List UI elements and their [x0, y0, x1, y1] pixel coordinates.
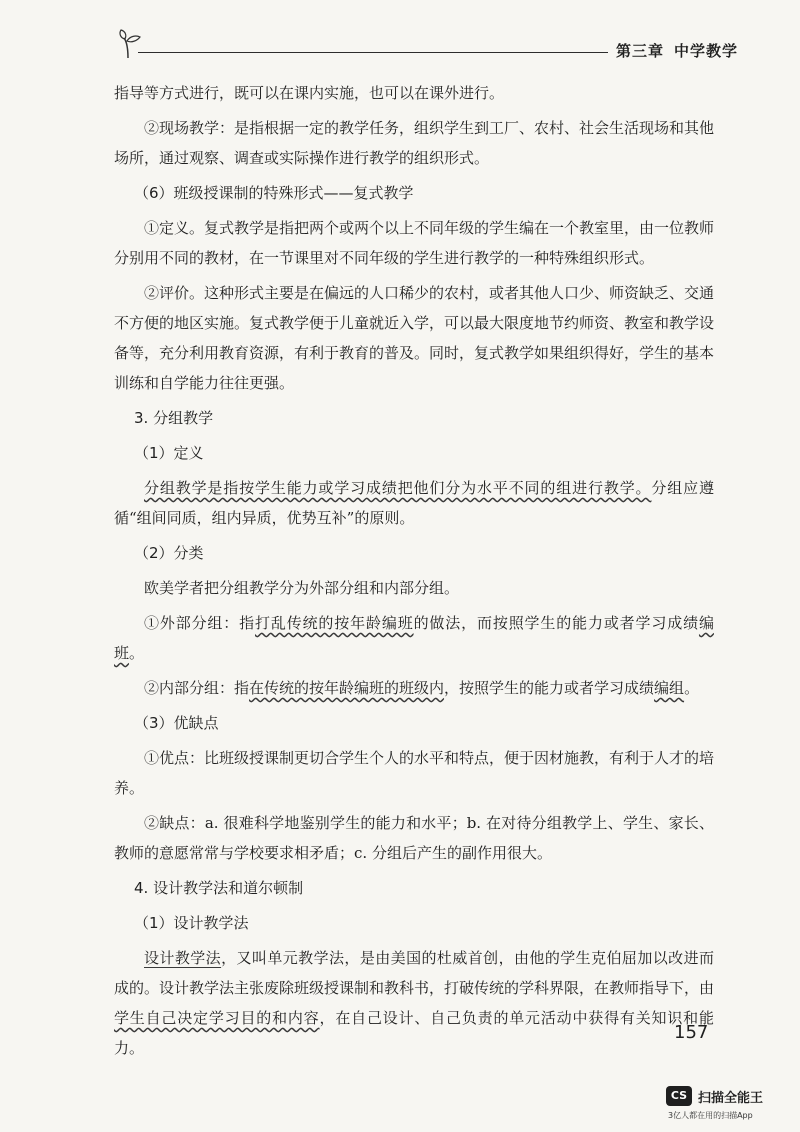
paragraph: [114, 473, 714, 533]
text-run: ，在自己设计、自己负责的单元活动中获得有关知识和能力。: [114, 1009, 714, 1057]
text-run: 分组应遵循“组间同质，组内异质，优势互补”的原则。: [114, 479, 714, 527]
text-run: ，又叫单元教学法，是由美国的杜威首创，由他的学生克伯屈加以改进而成的。设计教学法主张废除班级授课制和教科书，打破传统的学科界限，在教师指导下，由: [114, 949, 715, 997]
text-run: ，按照学生的能力或者学习成绩: [444, 679, 655, 697]
header-rule: [138, 52, 608, 53]
chapter-name: 中学教学: [674, 42, 739, 60]
section-heading: （6）班级授课制的特殊形式——复式教学: [134, 184, 414, 202]
paragraph: [114, 608, 714, 668]
key-phrase: 学生自己决定学习目的和内容: [114, 1009, 320, 1027]
section-heading: （1）设计教学法: [134, 914, 249, 932]
page-number: 157: [674, 1022, 709, 1043]
section-heading: 3. 分组教学: [134, 409, 214, 427]
section-heading: （2）分类: [134, 544, 204, 562]
paragraph: [114, 943, 714, 1063]
sprout-icon: [118, 28, 144, 60]
text-run: 。: [684, 679, 700, 697]
paragraph: ①优点：比班级授课制更切合学生个人的水平和特点，便于因材施教，有利于人才的培养。: [114, 749, 715, 797]
text-run: ②内部分组：指: [144, 679, 250, 697]
section-heading: （3）优缺点: [134, 714, 219, 732]
chapter-title: [616, 40, 748, 61]
running-header: [118, 24, 739, 64]
text-run: 。: [129, 644, 145, 662]
key-phrase: 编组: [654, 679, 685, 697]
body-text: [114, 78, 714, 1068]
key-phrase: 设计教学法: [144, 949, 222, 967]
paragraph: ②缺点：a. 很难科学地鉴别学生的能力和水平；b. 在对待分组教学上、学生、家长、教师的意愿常常与学校要求相矛盾；c. 分组后产生的副作用很大。: [114, 814, 714, 862]
paragraph: [114, 673, 714, 703]
text-run: ①外部分组：指: [144, 614, 255, 632]
watermark-tagline: 3亿人都在用的扫描App: [668, 1111, 753, 1120]
key-phrase: 打乱传统的按年龄编班: [255, 614, 414, 632]
paragraph: ②现场教学：是指根据一定的教学任务，组织学生到工厂、农村、社会生活现场和其他场所，通过观察、调查或实际操作进行教学的组织形式。: [114, 119, 715, 167]
scanner-watermark: [666, 1086, 786, 1122]
section-heading: （1）定义: [134, 444, 204, 462]
key-phrase: 在传统的按年龄编班的班级内: [249, 679, 445, 697]
paragraph: 欧美学者把分组教学分为外部分组和内部分组。: [144, 579, 460, 597]
section-heading: 4. 设计教学法和道尔顿制: [134, 879, 304, 897]
camscanner-logo-icon: CS: [666, 1086, 692, 1106]
paragraph: 指导等方式进行，既可以在课内实施，也可以在课外进行。: [114, 84, 505, 102]
paragraph: ①定义。复式教学是指把两个或两个以上不同年级的学生编在一个教室里，由一位教师分别用不同的教材，在一节课里对不同年级的学生进行教学的一种特殊组织形式。: [114, 219, 715, 267]
text-run: 的做法，而按照学生的能力或者学习成绩: [413, 614, 699, 632]
chapter-number: 第三章: [616, 42, 665, 60]
paragraph: ②评价。这种形式主要是在偏远的人口稀少的农村，或者其他人口少、师资缺乏、交通不方便的地区实施。复式教学便于儿童就近入学，可以最大限度地节约师资、教室和教学设备等，充分利用教育资源，有利于教育的普及。同时，复式教学如果组织得好，学生的基本训练和自学能力往往更强。: [114, 284, 715, 392]
key-phrase: 分组教学是指按学生能力或学习成绩把他们分为水平不同的组进行教学。: [144, 479, 652, 497]
key-phrase: 编班: [114, 614, 714, 662]
watermark-name: 扫描全能王: [698, 1091, 764, 1106]
